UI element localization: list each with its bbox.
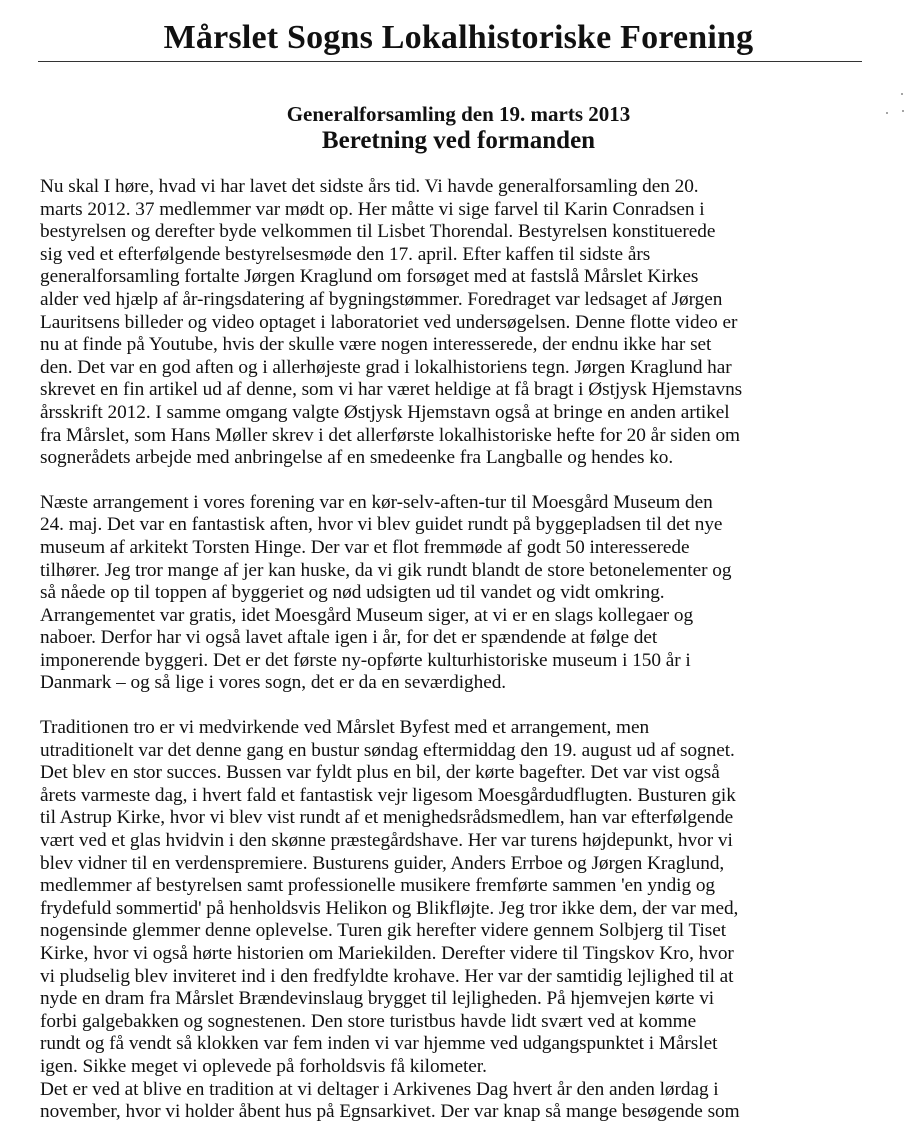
text-line: sognerådets arbejde med anbringelse af en smedeenke fra Langballe og hendes ko. — [40, 447, 674, 469]
paragraph-bus-tour — [40, 717, 880, 1079]
text-line: rundt og få vendt så klokken var fem inden vi var hjemme ved udgangspunktet i Mårslet — [40, 1033, 718, 1055]
text-line: Næste arrangement i vores forening var en kør-selv-aften-tur til Moesgård Museum den — [40, 491, 713, 513]
masthead-divider — [38, 61, 862, 62]
text-line: nu at finde på Youtube, hvis der skulle være nogen interesserede, der endnu ikke har set — [40, 334, 712, 356]
text-line: nogensinde glemmer denne oplevelse. Turen gik herefter videre gennem Solbjerg til Tiset — [40, 920, 727, 942]
text-line: igen. Sikke meget vi oplevede på forholdsvis få kilometer. — [40, 1055, 487, 1077]
text-line: generalforsamling fortalte Jørgen Kraglund om forsøget med at fastslå Mårslet Kirkes — [40, 266, 699, 288]
text-line: tilhører. Jeg tror mange af jer kan huske, da vi gik rundt blandt de store betonelementer og — [40, 559, 732, 581]
text-line: årsskrift 2012. I samme omgang valgte Østjysk Hjemstavn også at bringe en anden artikel — [40, 401, 730, 423]
paragraph-spacer — [40, 470, 880, 492]
text-line: skrevet en fin artikel ud af denne, som vi har været heldige at få bragt i Østjysk Hjemstavns — [40, 379, 743, 401]
text-line: naboer. Derfor har vi også lavet aftale igen i år, for det er spændende at følge det — [40, 627, 658, 649]
text-line: utraditionelt var det denne gang en bustur søndag eftermiddag den 19. august ud af sognet. — [40, 739, 735, 761]
text-line: imponerende byggeri. Det er det første ny-opførte kulturhistoriske museum i 150 år i — [40, 649, 691, 671]
paragraph-archives-day — [40, 1079, 880, 1124]
scan-speck — [901, 93, 903, 95]
text-line: Arrangementet var gratis, idet Moesgård Museum siger, at vi er en slags kollegaer og — [40, 604, 694, 626]
text-line: museum af arkitekt Torsten Hinge. Der var et flot fremmøde af godt 50 interesserede — [40, 536, 690, 558]
paragraph-spacer — [40, 695, 880, 717]
scan-speck — [886, 112, 888, 114]
text-line: medlemmer af bestyrelsen samt professionelle musikere fremførte sammen 'en yndig og — [40, 875, 716, 897]
text-line: 24. maj. Det var en fantastisk aften, hvor vi blev guidet rundt på byggepladsen til det nye — [40, 514, 723, 536]
text-line: årets varmeste dag, i hvert fald et fantastisk vejr ligesom Moesgårdudflugten. Busturen gik — [40, 784, 736, 806]
text-line: til Astrup Kirke, hvor vi blev vist rundt af et menighedsrådsmedlem, han var efterfølgende — [40, 807, 734, 829]
text-line: sig ved et efterfølgende bestyrelsesmøde den 17. april. Efter kaffen til sidste års — [40, 243, 651, 265]
text-line: frydefuld sommertid' på henholdsvis Helikon og Blikfløjte. Jeg tror ikke dem, der var med, — [40, 897, 739, 919]
text-line: fra Mårslet, som Hans Møller skrev i det allerførste lokalhistoriske hefte for 20 år siden om — [40, 424, 740, 446]
text-line: nyde en dram fra Mårslet Brændevinslaug brygget til lejligheden. På hjemvejen kørte vi — [40, 988, 715, 1010]
report-title: Beretning ved formanden — [321, 127, 596, 154]
text-line: alder ved hjælp af år-ringsdatering af bygningstømmer. Foredraget var ledsaget af Jørgen — [40, 288, 723, 310]
text-line: Danmark – og så lige i vores sogn, det er da en seværdighed. — [40, 672, 507, 694]
paragraph-annual-meeting — [40, 176, 880, 470]
organization-masthead: Mårslet Sogns Lokalhistoriske Forening — [163, 19, 754, 56]
scan-speck — [902, 110, 904, 112]
text-line: Det er ved at blive en tradition at vi deltager i Arkivenes Dag hvert år den anden lørdag i — [40, 1078, 719, 1100]
text-line: Traditionen tro er vi medvirkende ved Mårslet Byfest med et arrangement, men — [40, 717, 650, 739]
text-line: Lauritsens billeder og video optaget i laboratoriet ved undersøgelsen. Denne flotte video er — [40, 311, 738, 333]
meeting-subtitle: Generalforsamling den 19. marts 2013 — [286, 102, 631, 126]
text-line: Det blev en stor succes. Bussen var fyldt plus en bil, der kørte bagefter. Det var vist også — [40, 762, 720, 784]
text-line: Kirke, hvor vi også hørte historien om Mariekilden. Derefter videre til Tingskov Kro, hvor — [40, 943, 734, 964]
text-line: den. Det var en god aften og i allerhøjeste grad i lokalhistoriens tegn. Jørgen Kraglund har — [40, 356, 732, 378]
text-line: bestyrelsen og derefter byde velkommen til Lisbet Thorendal. Bestyrelsen konstituerede — [40, 221, 716, 243]
text-line: marts 2012. 37 medlemmer var mødt op. Her måtte vi sige farvel til Karin Conradsen i — [40, 198, 705, 220]
report-body — [40, 176, 880, 1124]
text-line: vært ved et glas hvidvin i den skønne præstegårdshave. Her var turens højdepunkt, hvor vi — [40, 830, 733, 852]
text-line: vi pludselig blev inviteret ind i den fredfyldte krohave. Her var der samtidig lejlighed til at — [40, 965, 734, 987]
text-line: november, hvor vi holder åbent hus på Egnsarkivet. Der var knap så mange besøgende som — [40, 1101, 740, 1123]
text-line: blev vidner til en verdenspremiere. Busturens guider, Anders Errboe og Jørgen Kraglund, — [40, 852, 725, 874]
paragraph-moesgaard-tour — [40, 492, 880, 695]
text-line: Nu skal I høre, hvad vi har lavet det sidste års tid. Vi havde generalforsamling den 20. — [40, 176, 699, 197]
text-line: så nåede op til toppen af byggeriet og nød udsigten ud til vandet og vidt omkring. — [40, 582, 665, 604]
text-line: forbi galgebakken og sognestenen. Den store turistbus havde lidt svært ved at komme — [40, 1010, 697, 1032]
